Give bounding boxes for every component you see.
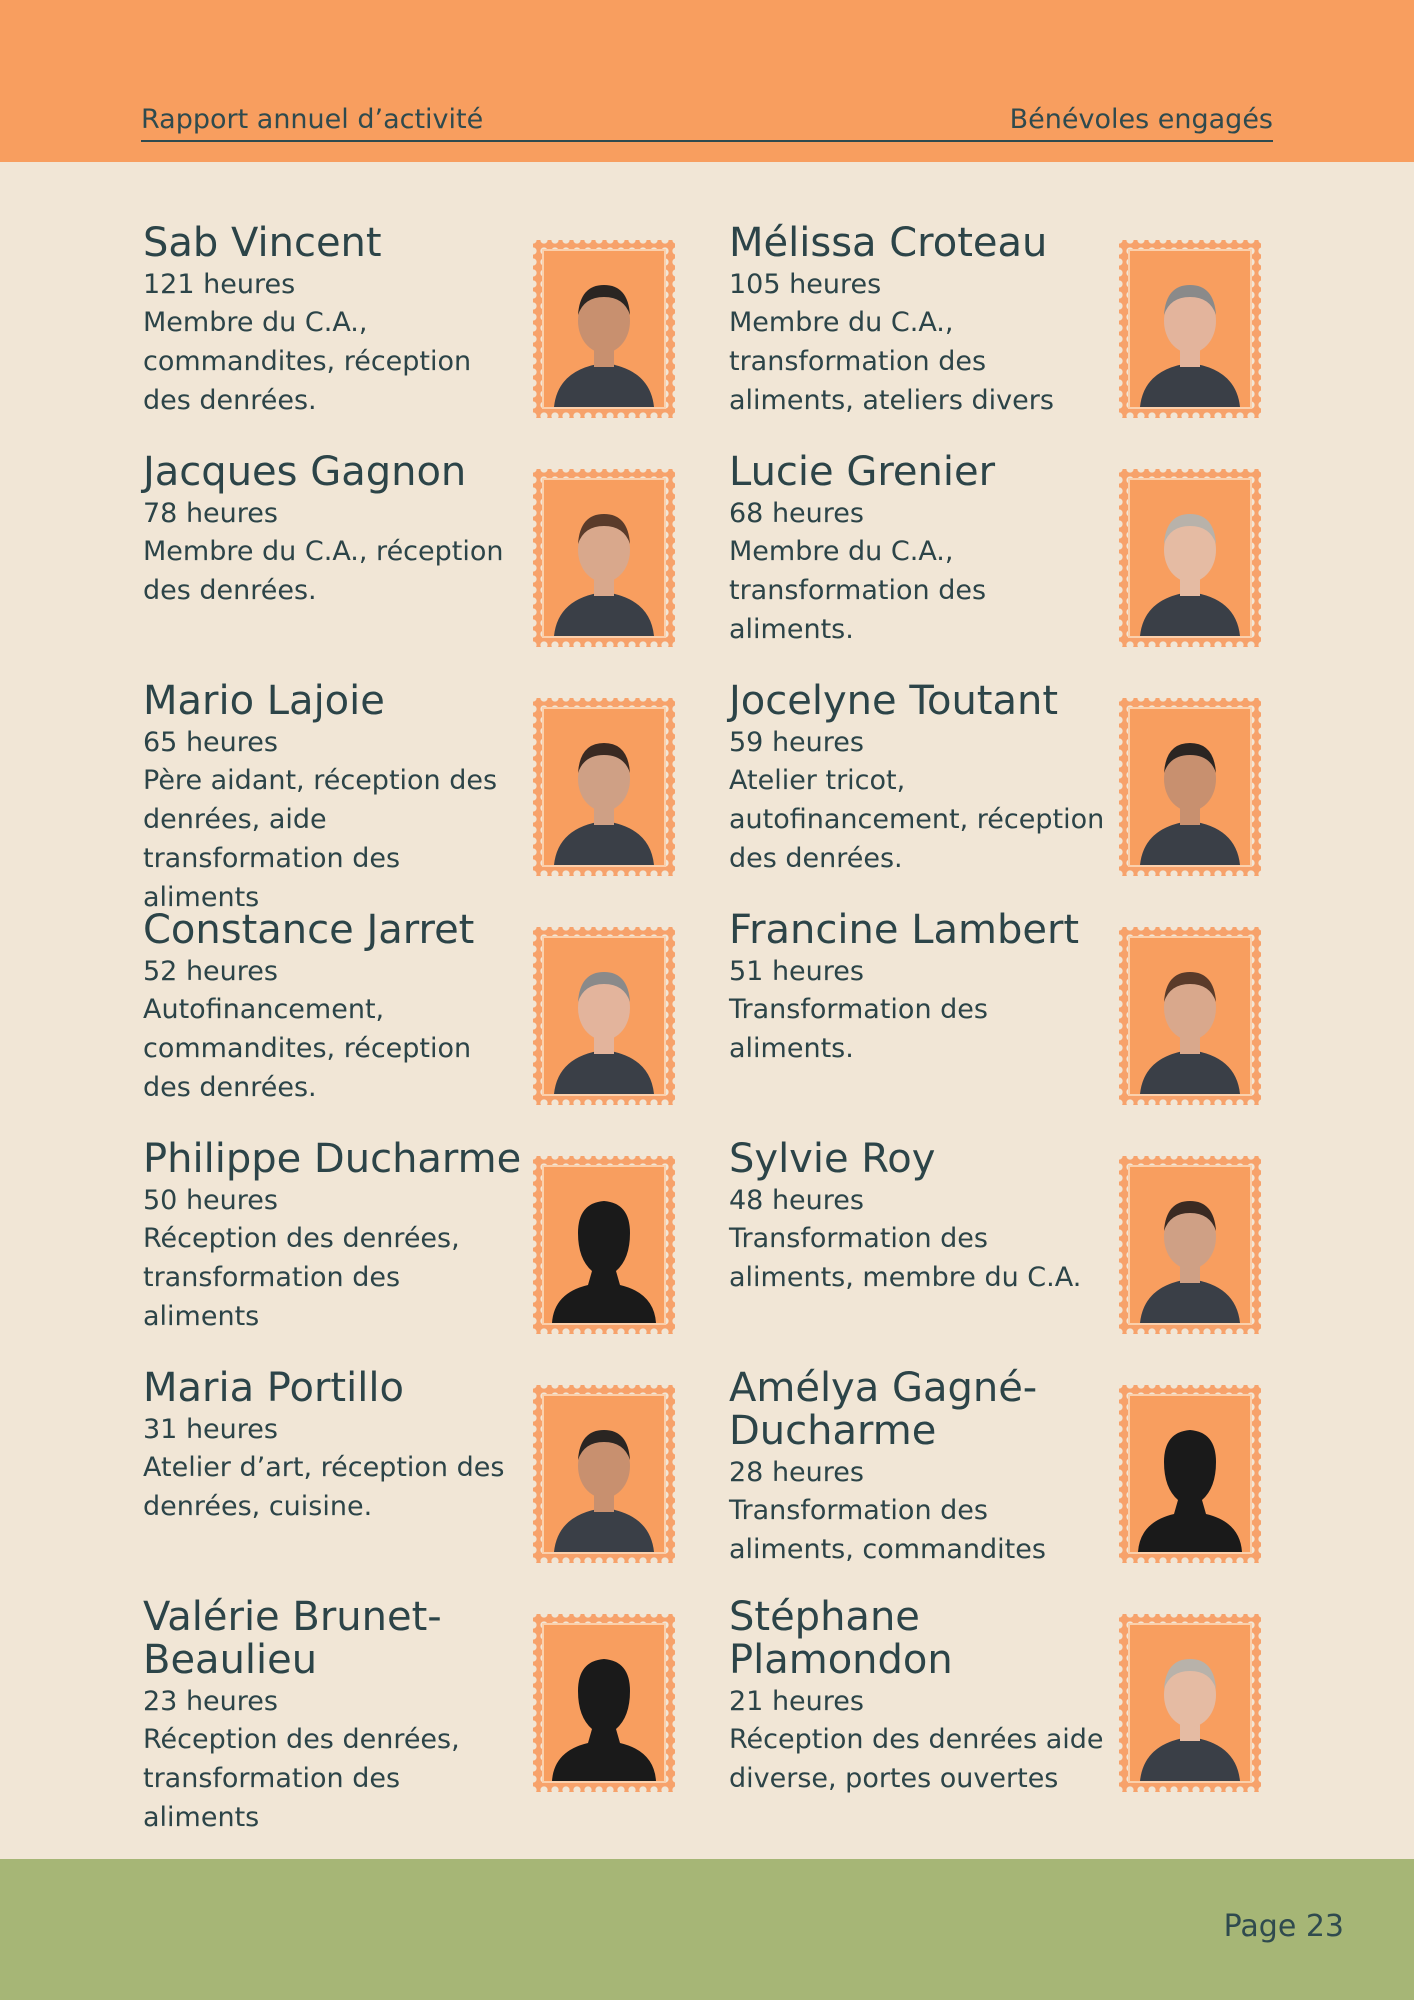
- volunteer-roles: Membre du C.A., transformation des aliments.: [729, 536, 987, 645]
- volunteer-hours: 78 heures: [143, 498, 278, 529]
- volunteer-name: Mélissa Croteau: [729, 220, 1048, 266]
- volunteer-name: Mario Lajoie: [143, 678, 385, 724]
- volunteer-roles: Transformation des aliments.: [729, 994, 988, 1064]
- volunteer-photo: [1128, 249, 1252, 409]
- volunteer-photo: [1128, 478, 1252, 638]
- stamp-frame: [1119, 1614, 1261, 1792]
- volunteer-card: [729, 909, 1289, 1109]
- volunteer-card: [729, 222, 1289, 422]
- volunteer-name: Jocelyne Toutant: [729, 678, 1059, 724]
- volunteer-info: [143, 1596, 523, 1837]
- volunteer-name: Francine Lambert: [729, 907, 1080, 953]
- volunteer-card: [143, 222, 703, 422]
- volunteer-photo: [1128, 1165, 1252, 1325]
- volunteer-hours: 50 heures: [143, 1185, 278, 1216]
- stamp-frame: [1119, 1385, 1261, 1563]
- stamp-frame: [1119, 698, 1261, 876]
- volunteer-name: Sylvie Roy: [729, 1136, 936, 1182]
- volunteer-card: [729, 451, 1289, 651]
- stamp-frame: [1119, 927, 1261, 1105]
- volunteer-card: [729, 1367, 1289, 1567]
- volunteer-name: Valérie Brunet-Beaulieu: [143, 1594, 442, 1683]
- volunteer-roles: Réception des denrées, transformation des aliments: [143, 1724, 460, 1833]
- volunteer-photo: [1128, 1623, 1252, 1783]
- volunteer-card: [143, 1138, 703, 1338]
- volunteer-hours: 65 heures: [143, 727, 278, 758]
- volunteer-info: [729, 1138, 1109, 1297]
- stamp-frame: [533, 698, 675, 876]
- page-footer: [0, 1859, 1414, 2000]
- volunteer-info: [143, 909, 523, 1107]
- volunteer-roles: Réception des denrées, transformation des aliments: [143, 1223, 460, 1332]
- stamp-frame: [1119, 469, 1261, 647]
- silhouette-avatar: [542, 1623, 666, 1783]
- stamp-frame: [533, 1614, 675, 1792]
- volunteer-info: [729, 680, 1109, 878]
- volunteer-hours: 31 heures: [143, 1414, 278, 1445]
- volunteer-info: [729, 1367, 1109, 1569]
- volunteer-info: [729, 451, 1109, 649]
- silhouette-avatar: [542, 1165, 666, 1325]
- page-number: Page 23: [1223, 1909, 1344, 1944]
- volunteer-name: Maria Portillo: [143, 1365, 404, 1411]
- stamp-frame: [1119, 240, 1261, 418]
- volunteer-roles: Atelier tricot, autofinancement, réception des denrées.: [729, 765, 1105, 874]
- volunteer-info: [729, 222, 1109, 420]
- volunteer-card: [143, 909, 703, 1109]
- volunteer-roles: Membre du C.A., transformation des aliments, ateliers divers: [729, 307, 1054, 416]
- volunteer-roles: Atelier d’art, réception des denrées, cuisine.: [143, 1452, 505, 1522]
- volunteer-name: Sab Vincent: [143, 220, 382, 266]
- volunteer-info: [729, 1596, 1109, 1798]
- volunteer-info: [143, 680, 523, 917]
- volunteer-info: [729, 909, 1109, 1068]
- volunteer-info: [143, 222, 523, 420]
- volunteer-info: [143, 1367, 523, 1526]
- volunteer-hours: 121 heures: [143, 269, 296, 300]
- volunteer-info: [143, 451, 523, 610]
- volunteer-card: [143, 1594, 703, 1833]
- volunteer-card: [729, 680, 1289, 880]
- volunteer-photo: [542, 707, 666, 867]
- volunteer-photo: [542, 478, 666, 638]
- volunteer-photo: [542, 936, 666, 1096]
- volunteer-hours: 21 heures: [729, 1686, 864, 1717]
- stamp-frame: [1119, 1156, 1261, 1334]
- volunteer-photo: [542, 249, 666, 409]
- page-header: [0, 0, 1414, 162]
- volunteer-name: Stéphane Plamondon: [729, 1594, 953, 1683]
- volunteer-roles: Transformation des aliments, membre du C.A.: [729, 1223, 1082, 1293]
- volunteer-name: Constance Jarret: [143, 907, 475, 953]
- stamp-frame: [533, 469, 675, 647]
- volunteer-card: [143, 451, 703, 651]
- volunteer-photo: [542, 1394, 666, 1554]
- volunteer-hours: 51 heures: [729, 956, 864, 987]
- volunteer-hours: 52 heures: [143, 956, 278, 987]
- volunteer-roles: Membre du C.A., réception des denrées.: [143, 536, 504, 606]
- volunteer-hours: 105 heures: [729, 269, 882, 300]
- volunteer-hours: 28 heures: [729, 1457, 864, 1488]
- volunteer-card: [143, 1367, 703, 1567]
- report-title: Rapport annuel d’activité: [141, 104, 484, 135]
- volunteer-card: [729, 1138, 1289, 1338]
- volunteer-hours: 48 heures: [729, 1185, 864, 1216]
- volunteer-roles: Membre du C.A., commandites, réception des denrées.: [143, 307, 472, 416]
- volunteer-roles: Réception des denrées aide diverse, portes ouvertes: [729, 1724, 1104, 1794]
- stamp-frame: [533, 1156, 675, 1334]
- volunteer-photo: [1128, 707, 1252, 867]
- stamp-frame: [533, 927, 675, 1105]
- volunteer-info: [143, 1138, 523, 1336]
- section-title: Bénévoles engagés: [1009, 104, 1273, 135]
- volunteer-name: Philippe Ducharme: [143, 1136, 522, 1182]
- volunteer-card: [729, 1596, 1289, 1796]
- stamp-frame: [533, 1385, 675, 1563]
- volunteer-photo: [1128, 936, 1252, 1096]
- volunteer-card: [143, 678, 703, 913]
- volunteer-name: Jacques Gagnon: [143, 449, 467, 495]
- volunteer-hours: 68 heures: [729, 498, 864, 529]
- volunteer-roles: Transformation des aliments, commandites: [729, 1495, 1046, 1565]
- volunteer-roles: Père aidant, réception des denrées, aide transformation des aliments: [143, 765, 498, 913]
- volunteer-hours: 59 heures: [729, 727, 864, 758]
- volunteer-hours: 23 heures: [143, 1686, 278, 1717]
- header-divider: [141, 140, 1273, 142]
- stamp-frame: [533, 240, 675, 418]
- volunteer-roles: Autofinancement, commandites, réception des denrées.: [143, 994, 472, 1103]
- volunteer-name: Lucie Grenier: [729, 449, 996, 495]
- silhouette-avatar: [1128, 1394, 1252, 1554]
- volunteer-name: Amélya Gagné-Ducharme: [729, 1365, 1038, 1454]
